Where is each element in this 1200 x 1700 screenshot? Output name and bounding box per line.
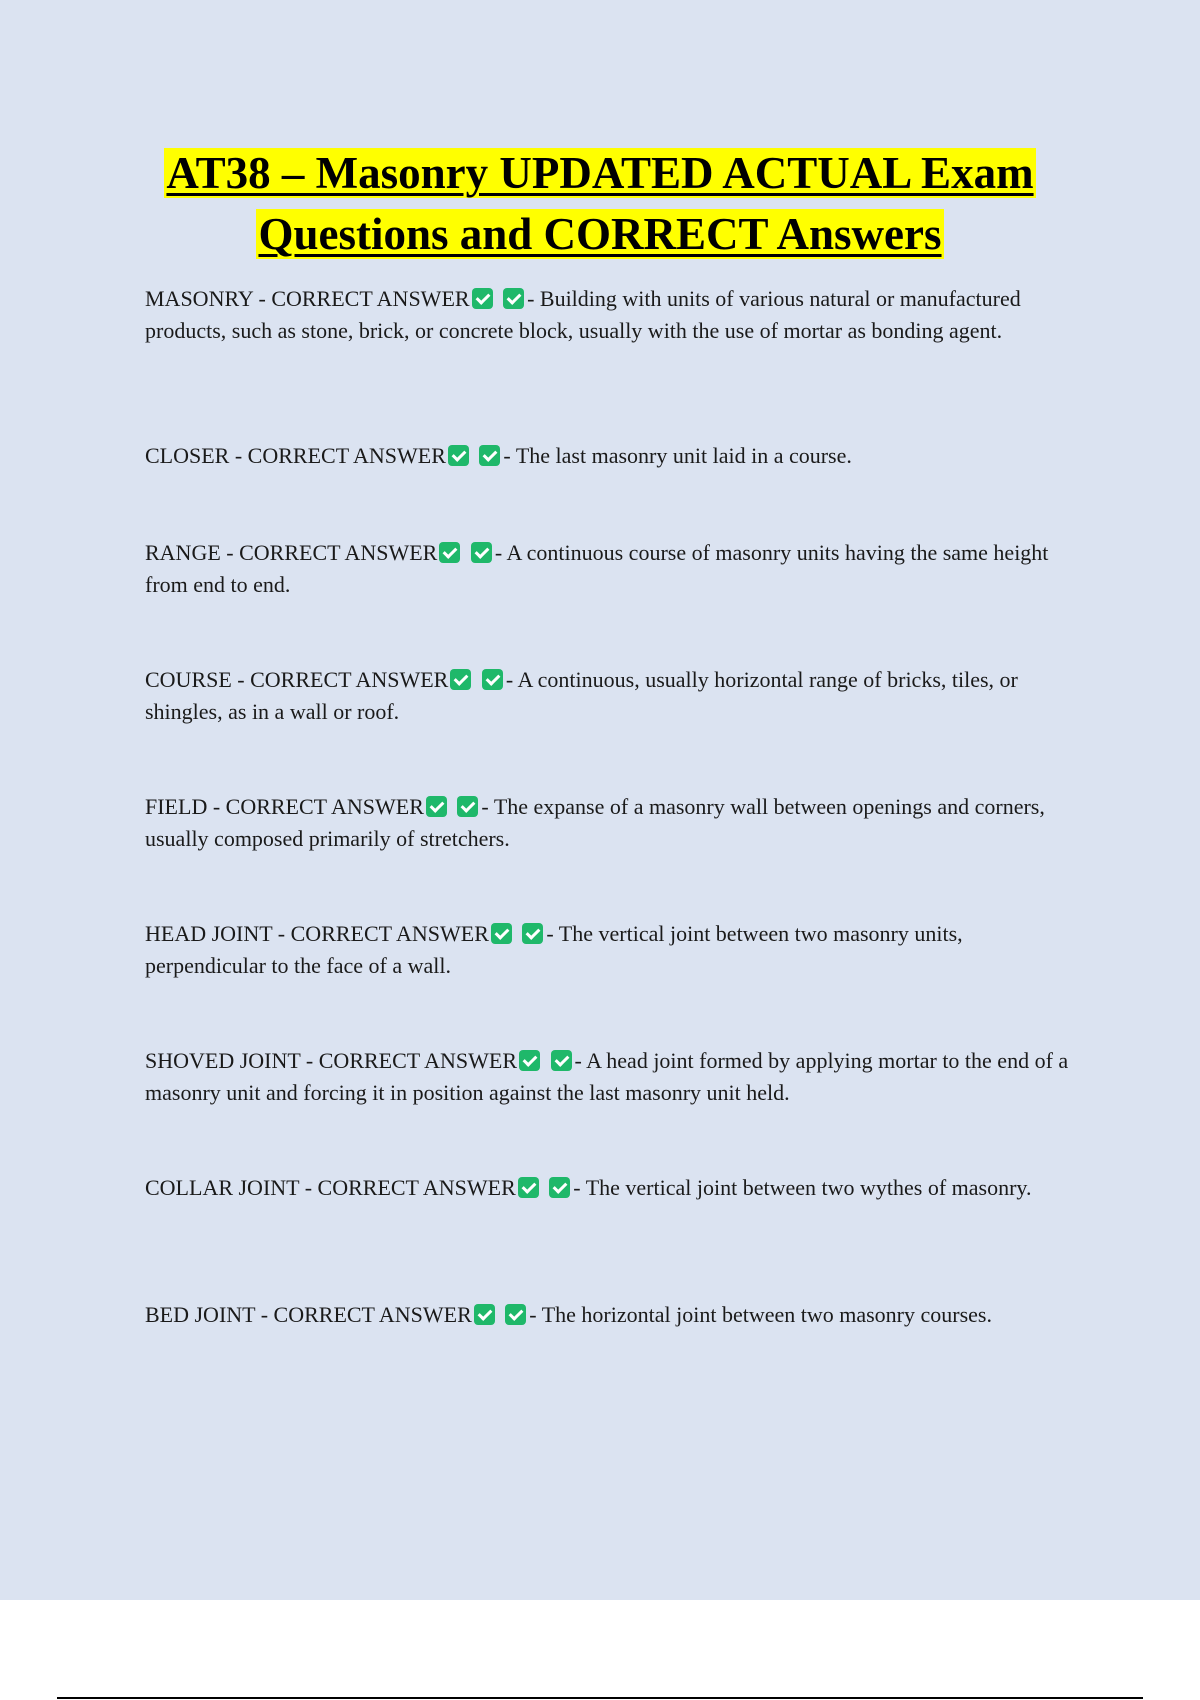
- check-mark-icon: [479, 445, 500, 466]
- entry-definition: - The vertical joint between two wythes of masonry.: [573, 1175, 1032, 1200]
- entry-term: COURSE - CORRECT ANSWER: [145, 667, 449, 692]
- check-mark-icon: [522, 923, 543, 944]
- qa-entry: [145, 664, 1085, 728]
- check-mark-icon: [472, 288, 493, 309]
- check-mark-icon: [551, 1050, 572, 1071]
- entry-definition: - A head joint formed by applying mortar to the end of a masonry unit and forcing it in position against the last masonry unit held.: [145, 1048, 1069, 1105]
- check-mark-icon: [503, 288, 524, 309]
- check-mark-icon: [439, 542, 460, 563]
- qa-entry: [145, 1172, 1085, 1204]
- entry-definition: - Building with units of various natural or manufactured products, such as stone, brick, or concrete block, usually with the use of mortar as bonding agent.: [145, 286, 1021, 343]
- check-mark-icon: [518, 1177, 539, 1198]
- check-mark-icon: [482, 669, 503, 690]
- entry-term: FIELD - CORRECT ANSWER: [145, 794, 424, 819]
- entry-definition: - A continuous, usually horizontal range of bricks, tiles, or shingles, as in a wall or roof.: [145, 667, 1018, 724]
- check-mark-icon: [471, 542, 492, 563]
- entry-definition: - The horizontal joint between two masonry courses.: [529, 1302, 992, 1327]
- qa-entry: [145, 440, 1085, 472]
- check-mark-icon: [549, 1177, 570, 1198]
- entry-term: CLOSER - CORRECT ANSWER: [145, 443, 446, 468]
- entry-term: SHOVED JOINT - CORRECT ANSWER: [145, 1048, 517, 1073]
- qa-entry: [145, 1299, 1085, 1331]
- entry-term: MASONRY - CORRECT ANSWER: [145, 286, 470, 311]
- check-mark-icon: [426, 796, 447, 817]
- check-mark-icon: [450, 669, 471, 690]
- qa-entry: [145, 791, 1085, 855]
- title-line-1: AT38 – Masonry UPDATED ACTUAL Exam: [166, 148, 1034, 198]
- check-mark-icon: [519, 1050, 540, 1071]
- check-mark-icon: [448, 445, 469, 466]
- entry-definition: - The vertical joint between two masonry units, perpendicular to the face of a wall.: [145, 921, 963, 978]
- entry-term: HEAD JOINT - CORRECT ANSWER: [145, 921, 489, 946]
- check-mark-icon: [491, 923, 512, 944]
- entry-definition: - A continuous course of masonry units having the same height from end to end.: [145, 540, 1049, 597]
- entry-definition: - The last masonry unit laid in a course.: [503, 443, 852, 468]
- qa-entry: [145, 1045, 1085, 1109]
- check-mark-icon: [505, 1304, 526, 1325]
- qa-entry: [145, 283, 1085, 347]
- entry-term: COLLAR JOINT - CORRECT ANSWER: [145, 1175, 516, 1200]
- entry-definition: - The expanse of a masonry wall between openings and corners, usually composed primarily of stretchers.: [145, 794, 1045, 851]
- page-divider: [57, 1697, 1143, 1699]
- document-title: [100, 143, 1100, 265]
- entry-term: BED JOINT - CORRECT ANSWER: [145, 1302, 472, 1327]
- check-mark-icon: [457, 796, 478, 817]
- check-mark-icon: [474, 1304, 495, 1325]
- title-line-2: Questions and CORRECT Answers: [258, 209, 942, 259]
- entry-term: RANGE - CORRECT ANSWER: [145, 540, 438, 565]
- qa-entry: [145, 918, 1085, 982]
- qa-entry: [145, 537, 1085, 601]
